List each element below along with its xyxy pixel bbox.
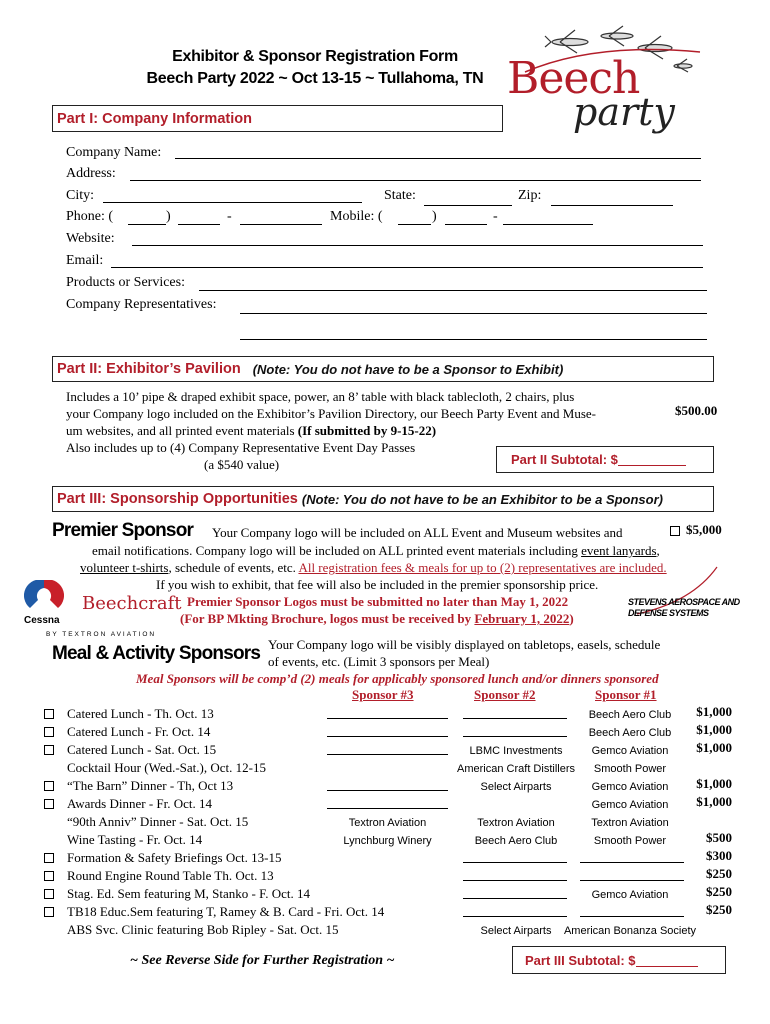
sponsor1-value: Textron Aviation [591, 817, 669, 829]
state-label: State: [384, 188, 416, 203]
sponsor1-field[interactable] [580, 916, 684, 917]
reps-field-1[interactable] [240, 313, 707, 314]
event-name: Round Engine Round Table Th. Oct. 13 [67, 868, 274, 883]
event-name: ABS Svc. Clinic featuring Bob Ripley - Sat. Oct. 15 [67, 922, 339, 937]
part3-heading [52, 486, 714, 512]
sponsor2-field[interactable] [463, 862, 567, 863]
sponsor3-field[interactable] [327, 754, 448, 755]
premier-text-4: If you wish to exhibit, that fee will also be included in the premier sponsorship price. [156, 577, 599, 592]
stevens-logo: STEVENS AEROSPACE AND DEFENSE SYSTEMS [628, 597, 740, 618]
email-field[interactable] [111, 267, 703, 268]
part2-line-2: your Company logo included on the Exhibitor’s Pavilion Directory, our Beech Party Event and Muse- [66, 406, 597, 421]
sponsor1-value: Gemco Aviation [591, 889, 669, 901]
email-label: Email: [66, 253, 104, 268]
title-line-1: Exhibitor & Sponsor Registration Form [172, 48, 458, 65]
sponsor2-value: Beech Aero Club [474, 835, 558, 847]
reverse-note: ~ See Reverse Side for Further Registration ~ [130, 953, 395, 968]
sponsor1-value: Smooth Power [593, 763, 667, 775]
sponsor2-value: American Craft Distillers [457, 763, 575, 775]
premier-text-2: email notifications. Company logo will be included on ALL printed event materials including event lanyards, [92, 543, 660, 558]
sponsor2-value: Select Airparts [480, 781, 552, 793]
part1-heading [52, 105, 503, 132]
event-checkbox[interactable] [44, 799, 54, 809]
sponsor2-field[interactable] [463, 736, 567, 737]
products-field[interactable] [199, 290, 707, 291]
textron-text: BY TEXTRON AVIATION [46, 631, 157, 638]
company-name-label: Company Name: [66, 145, 162, 160]
event-checkbox[interactable] [44, 781, 54, 791]
event-name: Stag. Ed. Sem featuring M, Stanko - F. Oct. 14 [67, 886, 311, 901]
sponsor2-value: Select Airparts [480, 925, 552, 937]
sponsor3-field[interactable] [327, 718, 448, 719]
event-name: TB18 Educ.Sem featuring T, Ramey & B. Card - Fri. Oct. 14 [67, 904, 385, 919]
mobile-prefix-field[interactable] [445, 224, 487, 225]
part2-price: $500.00 [675, 403, 718, 418]
sponsor1-value: Gemco Aviation [591, 745, 669, 757]
premier-deadline-2: (For BP Mkting Brochure, logos must be received by February 1, 2022) [180, 611, 574, 626]
sponsor3-field[interactable] [327, 808, 448, 809]
part2-line-1: Includes a 10’ pipe & draped exhibit space, power, an 8’ table with black tablecloth, 2 chairs, plus [66, 389, 575, 404]
event-name: Wine Tasting - Fr. Oct. 14 [67, 832, 203, 847]
cessna-icon [24, 580, 64, 612]
part2-line-5: (a $540 value) [204, 457, 280, 472]
phone-paren: ) [166, 209, 171, 224]
part3-heading-text: Part III: Sponsorship Opportunities [57, 491, 298, 507]
sponsor2-value: LBMC Investments [469, 745, 563, 757]
event-name: “90th Anniv” Dinner - Sat. Oct. 15 [67, 814, 249, 829]
sponsor1-value: Beech Aero Club [588, 727, 672, 739]
beechcraft-logo: Beechcraft [82, 593, 182, 614]
col-sponsor-3: Sponsor #3 [352, 687, 414, 702]
state-field[interactable] [424, 205, 512, 206]
meal-comp-note: Meal Sponsors will be comp’d (2) meals for applicably sponsored lunch and/or dinners sponsored [136, 671, 659, 686]
premier-deadline-1: Premier Sponsor Logos must be submitted no later than May 1, 2022 [187, 594, 569, 609]
sponsor2-value: Textron Aviation [477, 817, 555, 829]
phone-number-field[interactable] [240, 224, 322, 225]
sponsor2-field[interactable] [463, 880, 567, 881]
premier-checkbox[interactable] [670, 526, 680, 536]
event-name: Formation & Safety Briefings Oct. 13-15 [67, 850, 282, 865]
sponsor1-field[interactable] [580, 880, 684, 881]
event-price: $1,000 [696, 740, 732, 755]
event-price: $1,000 [696, 794, 732, 809]
products-label: Products or Services: [66, 275, 185, 290]
phone-area-field[interactable] [128, 224, 166, 225]
part2-line-3: um websites, and all printed event materials (If submitted by 9-15-22) [66, 423, 437, 438]
event-name: “The Barn” Dinner - Th, Oct 13 [67, 778, 234, 793]
reps-field-2[interactable] [240, 339, 707, 340]
event-price: $300 [706, 848, 732, 863]
beech-party-logo [505, 22, 705, 142]
event-price: $250 [706, 866, 732, 881]
meal-sponsors-title: Meal & Activity Sponsors [52, 643, 261, 664]
sponsor1-value: Gemco Aviation [591, 799, 669, 811]
part2-heading-text: Part II: Exhibitor’s Pavilion [57, 361, 241, 377]
sponsor3-field[interactable] [327, 790, 448, 791]
part2-heading [52, 356, 714, 382]
logo-word-beech: Beech [507, 53, 640, 104]
cessna-logo [24, 580, 68, 626]
sponsor1-value: Smooth Power [593, 835, 667, 847]
address-label: Address: [66, 166, 116, 181]
sponsor2-field[interactable] [463, 718, 567, 719]
premier-text-3: volunteer t-shirts, schedule of events, etc. All registration fees & meals for up to (2) representatives are included. [80, 560, 667, 575]
event-checkbox[interactable] [44, 745, 54, 755]
event-checkbox[interactable] [44, 889, 54, 899]
event-checkbox[interactable] [44, 709, 54, 719]
mobile-dash: - [493, 209, 498, 224]
company-name-field[interactable] [175, 158, 701, 159]
sponsor1-value: Gemco Aviation [591, 781, 669, 793]
event-price: $250 [706, 884, 732, 899]
premier-sponsor-title: Premier Sponsor [52, 520, 194, 541]
col-sponsor-2: Sponsor #2 [474, 687, 536, 702]
meal-text-2: of events, etc. (Limit 3 sponsors per Meal) [268, 654, 490, 669]
logo-word-party: party [573, 90, 675, 134]
website-label: Website: [66, 231, 115, 246]
event-price: $1,000 [696, 704, 732, 719]
premier-text-1: Your Company logo will be included on ALL Event and Museum websites and [212, 525, 623, 540]
event-price: $1,000 [696, 722, 732, 737]
part2-subtotal[interactable]: Part II Subtotal: $ [496, 446, 714, 473]
phone-dash: - [227, 209, 232, 224]
part1-heading-text: Part I: Company Information [57, 110, 252, 127]
event-checkbox[interactable] [44, 907, 54, 917]
meal-text-1: Your Company logo will be visibly displayed on tabletops, easels, schedule [268, 637, 661, 652]
part3-note: (Note: You do not have to be an Exhibitor to be a Sponsor) [301, 491, 663, 507]
sponsor3-field[interactable] [327, 736, 448, 737]
event-price: $250 [706, 902, 732, 917]
event-name: Catered Lunch - Th. Oct. 13 [67, 706, 214, 721]
event-checkbox[interactable] [44, 727, 54, 737]
mobile-paren: ) [432, 209, 437, 224]
sponsor2-field[interactable] [463, 898, 567, 899]
event-checkbox[interactable] [44, 871, 54, 881]
address-field[interactable] [130, 180, 701, 181]
mobile-area-field[interactable] [398, 224, 431, 225]
zip-field[interactable] [551, 205, 673, 206]
website-field[interactable] [132, 245, 703, 246]
part2-note: (Note: You do not have to be a Sponsor to Exhibit) [252, 361, 564, 377]
city-field[interactable] [103, 202, 362, 203]
sponsor3-value: Textron Aviation [348, 817, 427, 829]
event-price: $1,000 [696, 776, 732, 791]
event-checkbox[interactable] [44, 853, 54, 863]
mobile-number-field[interactable] [503, 224, 593, 225]
reps-label: Company Representatives: [66, 297, 217, 312]
sponsor1-field[interactable] [580, 862, 684, 863]
zip-label: Zip: [518, 188, 542, 203]
event-price: $500 [706, 830, 732, 845]
sponsor3-value: Lynchburg Winery [343, 835, 432, 847]
event-name: Catered Lunch - Fr. Oct. 14 [67, 724, 211, 739]
sponsor1-value: American Bonanza Society [563, 925, 697, 937]
event-name: Cocktail Hour (Wed.-Sat.), Oct. 12-15 [67, 760, 266, 775]
form-title [130, 46, 500, 90]
part2-line-4: Also includes up to (4) Company Representative Event Day Passes [66, 440, 416, 455]
title-line-2: Beech Party 2022 ~ Oct 13-15 ~ Tullahoma, TN [146, 70, 484, 87]
col-sponsor-1: Sponsor #1 [595, 687, 657, 702]
city-label: City: [66, 188, 95, 203]
mobile-label: Mobile: ( [330, 209, 383, 224]
cessna-text: Cessna [24, 615, 60, 626]
event-name: Awards Dinner - Fr. Oct. 14 [67, 796, 213, 811]
premier-price: $5,000 [686, 522, 722, 537]
sponsor2-field[interactable] [463, 916, 567, 917]
sponsor1-value: Beech Aero Club [588, 709, 672, 721]
phone-label: Phone: ( [66, 209, 114, 224]
phone-prefix-field[interactable] [178, 224, 220, 225]
event-name: Catered Lunch - Sat. Oct. 15 [67, 742, 217, 757]
part3-subtotal[interactable]: Part III Subtotal: $ [512, 946, 726, 974]
